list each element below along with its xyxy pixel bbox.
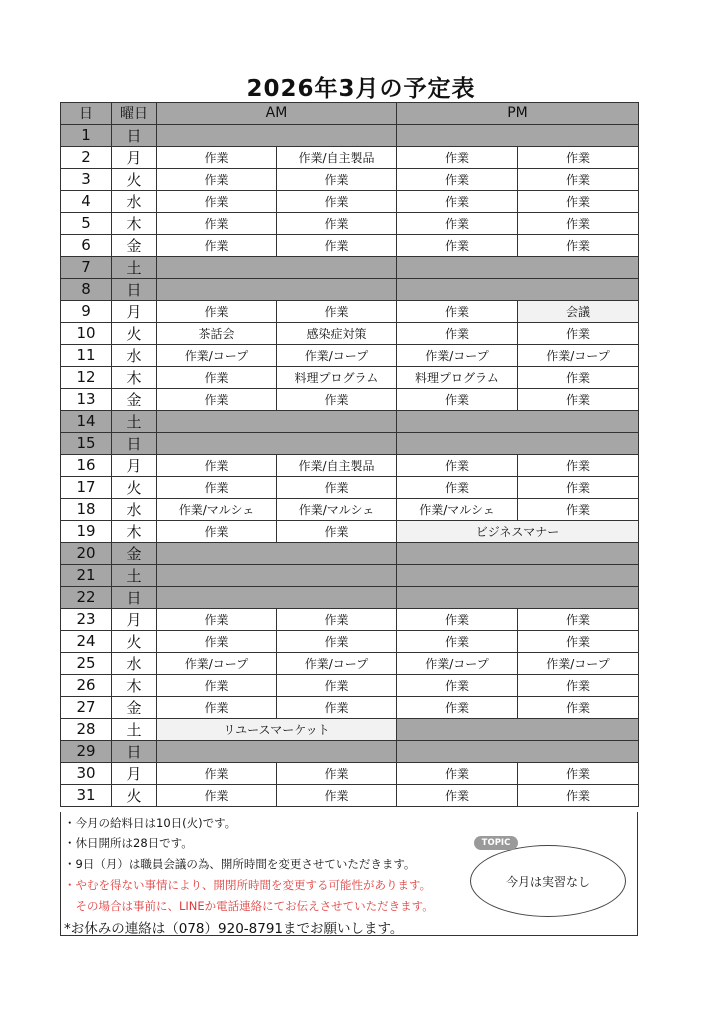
schedule-cell: 作業/コープ — [397, 344, 518, 366]
day-number: 19 — [61, 520, 112, 542]
schedule-cell: 作業/自主製品 — [277, 146, 397, 168]
header-pm: PM — [397, 103, 639, 125]
note-line: ・今月の給料日は10日(火)です。 — [64, 816, 237, 830]
schedule-cell: 作業 — [397, 476, 518, 498]
schedule-row — [61, 454, 639, 476]
weekday: 土 — [112, 564, 157, 586]
schedule-cell: 作業 — [157, 168, 277, 190]
schedule-cell: 作業 — [277, 388, 397, 410]
schedule-cell: 作業 — [157, 696, 277, 718]
schedule-row — [61, 762, 639, 784]
day-number: 6 — [61, 234, 112, 256]
schedule-row — [61, 498, 639, 520]
schedule-row — [61, 234, 639, 256]
weekday: 火 — [112, 322, 157, 344]
pm-cell — [397, 542, 639, 564]
schedule-cell: 作業 — [518, 630, 639, 652]
day-number: 22 — [61, 586, 112, 608]
schedule-cell: 作業/コープ — [397, 652, 518, 674]
pm-cell — [397, 740, 639, 762]
schedule-cell: 作業 — [518, 608, 639, 630]
schedule-row — [61, 696, 639, 718]
day-number: 30 — [61, 762, 112, 784]
schedule-cell: 作業/コープ — [277, 344, 397, 366]
weekday: 月 — [112, 300, 157, 322]
schedule-cell: 作業 — [518, 366, 639, 388]
schedule-cell: 作業 — [397, 212, 518, 234]
schedule-cell: 作業 — [157, 630, 277, 652]
schedule-cell: 作業 — [397, 454, 518, 476]
schedule-row — [61, 168, 639, 190]
schedule-cell: 作業 — [518, 696, 639, 718]
schedule-cell: 作業 — [397, 674, 518, 696]
schedule-cell: 作業 — [277, 300, 397, 322]
day-number: 9 — [61, 300, 112, 322]
day-number: 31 — [61, 784, 112, 806]
schedule-row — [61, 388, 639, 410]
schedule-row — [61, 322, 639, 344]
weekday: 日 — [112, 278, 157, 300]
schedule-cell: 作業 — [518, 476, 639, 498]
weekday: 金 — [112, 542, 157, 564]
schedule-row — [61, 630, 639, 652]
schedule-row — [61, 740, 639, 762]
schedule-cell: 料理プログラム — [397, 366, 518, 388]
weekday: 水 — [112, 190, 157, 212]
schedule-cell: 作業 — [518, 674, 639, 696]
am-cell — [157, 564, 397, 586]
note-line: *お休みの連絡は（078）920-8791までお願いします。 — [64, 921, 404, 937]
schedule-cell: 作業 — [518, 234, 639, 256]
schedule-cell: 作業 — [157, 454, 277, 476]
am-cell — [157, 432, 397, 454]
weekday: 火 — [112, 476, 157, 498]
schedule-cell: 作業 — [157, 212, 277, 234]
schedule-cell: 作業/コープ — [518, 344, 639, 366]
weekday: 土 — [112, 718, 157, 740]
schedule-cell: 作業 — [518, 322, 639, 344]
schedule-cell: 作業 — [518, 190, 639, 212]
header-weekday: 曜日 — [112, 103, 157, 125]
day-number: 4 — [61, 190, 112, 212]
day-number: 11 — [61, 344, 112, 366]
schedule-cell: 会議 — [518, 300, 639, 322]
weekday: 月 — [112, 608, 157, 630]
schedule-cell: 作業 — [157, 146, 277, 168]
day-number: 5 — [61, 212, 112, 234]
pm-cell — [397, 564, 639, 586]
schedule-cell: 作業 — [397, 784, 518, 806]
schedule-cell: 作業/マルシェ — [397, 498, 518, 520]
weekday: 日 — [112, 586, 157, 608]
schedule-row — [61, 146, 639, 168]
schedule-cell: 作業 — [277, 608, 397, 630]
day-number: 23 — [61, 608, 112, 630]
schedule-cell: 作業 — [397, 696, 518, 718]
pm-cell — [397, 124, 639, 146]
schedule-cell: 作業/コープ — [518, 652, 639, 674]
topic-text: 今月は実習なし — [505, 875, 590, 889]
day-number: 21 — [61, 564, 112, 586]
am-event: リユースマーケット — [157, 718, 397, 740]
weekday: 月 — [112, 146, 157, 168]
schedule-cell: 作業 — [277, 630, 397, 652]
am-cell — [157, 740, 397, 762]
schedule-cell: 作業 — [518, 498, 639, 520]
schedule-cell: 作業 — [157, 300, 277, 322]
page-title: 2026年3月の予定表 — [246, 76, 476, 102]
weekday: 水 — [112, 652, 157, 674]
schedule-cell: 作業 — [518, 146, 639, 168]
day-number: 3 — [61, 168, 112, 190]
weekday: 日 — [112, 124, 157, 146]
schedule-cell: 作業 — [277, 168, 397, 190]
schedule-cell: 作業 — [397, 300, 518, 322]
weekday: 水 — [112, 344, 157, 366]
day-number: 1 — [61, 124, 112, 146]
schedule-cell: 作業/コープ — [157, 344, 277, 366]
schedule-cell: 作業 — [277, 212, 397, 234]
schedule-cell: 作業 — [397, 322, 518, 344]
schedule-cell: 作業 — [157, 476, 277, 498]
weekday: 月 — [112, 762, 157, 784]
day-number: 13 — [61, 388, 112, 410]
am-cell — [157, 278, 397, 300]
day-number: 24 — [61, 630, 112, 652]
schedule-cell: 作業 — [157, 608, 277, 630]
schedule-cell: 作業 — [397, 190, 518, 212]
note-line: ・9日（月）は職員会議の為、開所時間を変更させていただきます。 — [64, 857, 416, 871]
day-number: 8 — [61, 278, 112, 300]
schedule-cell: 作業 — [277, 784, 397, 806]
schedule-cell: 作業 — [397, 630, 518, 652]
schedule-cell: 作業/マルシェ — [277, 498, 397, 520]
schedule-row — [61, 212, 639, 234]
weekday: 木 — [112, 520, 157, 542]
day-number: 28 — [61, 718, 112, 740]
schedule-cell: 作業 — [397, 234, 518, 256]
schedule-cell: 作業 — [157, 674, 277, 696]
schedule-cell: 作業 — [277, 190, 397, 212]
schedule-cell: 作業 — [518, 762, 639, 784]
schedule-cell: 作業 — [518, 454, 639, 476]
schedule-row — [61, 278, 639, 300]
weekday: 木 — [112, 674, 157, 696]
weekday: 月 — [112, 454, 157, 476]
schedule-row — [61, 124, 639, 146]
schedule-cell: 作業/コープ — [277, 652, 397, 674]
weekday: 金 — [112, 388, 157, 410]
schedule-row — [61, 608, 639, 630]
weekday: 日 — [112, 740, 157, 762]
schedule-cell: 作業 — [518, 168, 639, 190]
weekday: 火 — [112, 784, 157, 806]
pm-cell — [397, 278, 639, 300]
schedule-cell: 作業 — [397, 608, 518, 630]
weekday: 日 — [112, 432, 157, 454]
schedule-cell: 作業 — [157, 366, 277, 388]
pm-cell — [397, 432, 639, 454]
pm-cell — [397, 256, 639, 278]
schedule-cell: 作業 — [397, 388, 518, 410]
schedule-row — [61, 366, 639, 388]
pm-event: ビジネスマナー — [397, 520, 639, 542]
schedule-cell: 作業 — [157, 784, 277, 806]
pm-cell — [397, 718, 639, 740]
schedule-row — [61, 652, 639, 674]
schedule-cell: 料理プログラム — [277, 366, 397, 388]
day-number: 18 — [61, 498, 112, 520]
weekday: 金 — [112, 234, 157, 256]
schedule-row — [61, 520, 639, 542]
schedule-row — [61, 674, 639, 696]
schedule-cell: 作業 — [518, 784, 639, 806]
schedule-cell: 茶話会 — [157, 322, 277, 344]
schedule-row — [61, 432, 639, 454]
weekday: 木 — [112, 212, 157, 234]
schedule-cell: 作業 — [397, 762, 518, 784]
day-number: 29 — [61, 740, 112, 762]
schedule-cell: 作業 — [157, 762, 277, 784]
weekday: 火 — [112, 168, 157, 190]
schedule-row — [61, 344, 639, 366]
schedule-row — [61, 564, 639, 586]
schedule-row — [61, 542, 639, 564]
schedule-row — [61, 586, 639, 608]
schedule-cell: 作業 — [277, 520, 397, 542]
header-row — [61, 103, 639, 125]
schedule-row — [61, 718, 639, 740]
schedule-cell: 作業 — [157, 190, 277, 212]
day-number: 7 — [61, 256, 112, 278]
day-number: 17 — [61, 476, 112, 498]
header-day: 日 — [61, 103, 112, 125]
schedule-cell: 感染症対策 — [277, 322, 397, 344]
am-cell — [157, 410, 397, 432]
note-line: その場合は事前に、LINEか電話連絡にてお伝えさせていただきます。 — [64, 899, 434, 913]
schedule-cell: 作業 — [157, 234, 277, 256]
schedule-cell: 作業/マルシェ — [157, 498, 277, 520]
schedule-cell: 作業/コープ — [157, 652, 277, 674]
schedule-row — [61, 300, 639, 322]
am-cell — [157, 124, 397, 146]
day-number: 26 — [61, 674, 112, 696]
weekday: 土 — [112, 256, 157, 278]
schedule-cell: 作業 — [277, 234, 397, 256]
schedule-row — [61, 476, 639, 498]
schedule-row — [61, 410, 639, 432]
weekday: 土 — [112, 410, 157, 432]
schedule-row — [61, 256, 639, 278]
weekday: 水 — [112, 498, 157, 520]
schedule-cell: 作業/自主製品 — [277, 454, 397, 476]
schedule-cell: 作業 — [397, 168, 518, 190]
note-line: ・休日開所は28日です。 — [64, 836, 193, 850]
day-number: 14 — [61, 410, 112, 432]
schedule-cell: 作業 — [277, 696, 397, 718]
day-number: 27 — [61, 696, 112, 718]
day-number: 2 — [61, 146, 112, 168]
schedule-cell: 作業 — [397, 146, 518, 168]
day-number: 25 — [61, 652, 112, 674]
pm-cell — [397, 586, 639, 608]
schedule-row — [61, 784, 639, 806]
schedule-cell: 作業 — [277, 762, 397, 784]
schedule-cell: 作業 — [518, 388, 639, 410]
schedule-cell: 作業 — [518, 212, 639, 234]
note-line: ・やむを得ない事情により、開閉所時間を変更する可能性があります。 — [64, 878, 432, 892]
schedule-cell: 作業 — [157, 388, 277, 410]
day-number: 15 — [61, 432, 112, 454]
schedule-cell: 作業 — [157, 520, 277, 542]
am-cell — [157, 256, 397, 278]
day-number: 16 — [61, 454, 112, 476]
schedule-cell: 作業 — [277, 674, 397, 696]
weekday: 金 — [112, 696, 157, 718]
day-number: 12 — [61, 366, 112, 388]
header-am: AM — [157, 103, 397, 125]
day-number: 20 — [61, 542, 112, 564]
schedule-row — [61, 190, 639, 212]
pm-cell — [397, 410, 639, 432]
am-cell — [157, 586, 397, 608]
schedule-table — [60, 102, 639, 807]
day-number: 10 — [61, 322, 112, 344]
topic-badge: TOPIC — [474, 836, 518, 850]
weekday: 木 — [112, 366, 157, 388]
weekday: 火 — [112, 630, 157, 652]
am-cell — [157, 542, 397, 564]
schedule-cell: 作業 — [277, 476, 397, 498]
